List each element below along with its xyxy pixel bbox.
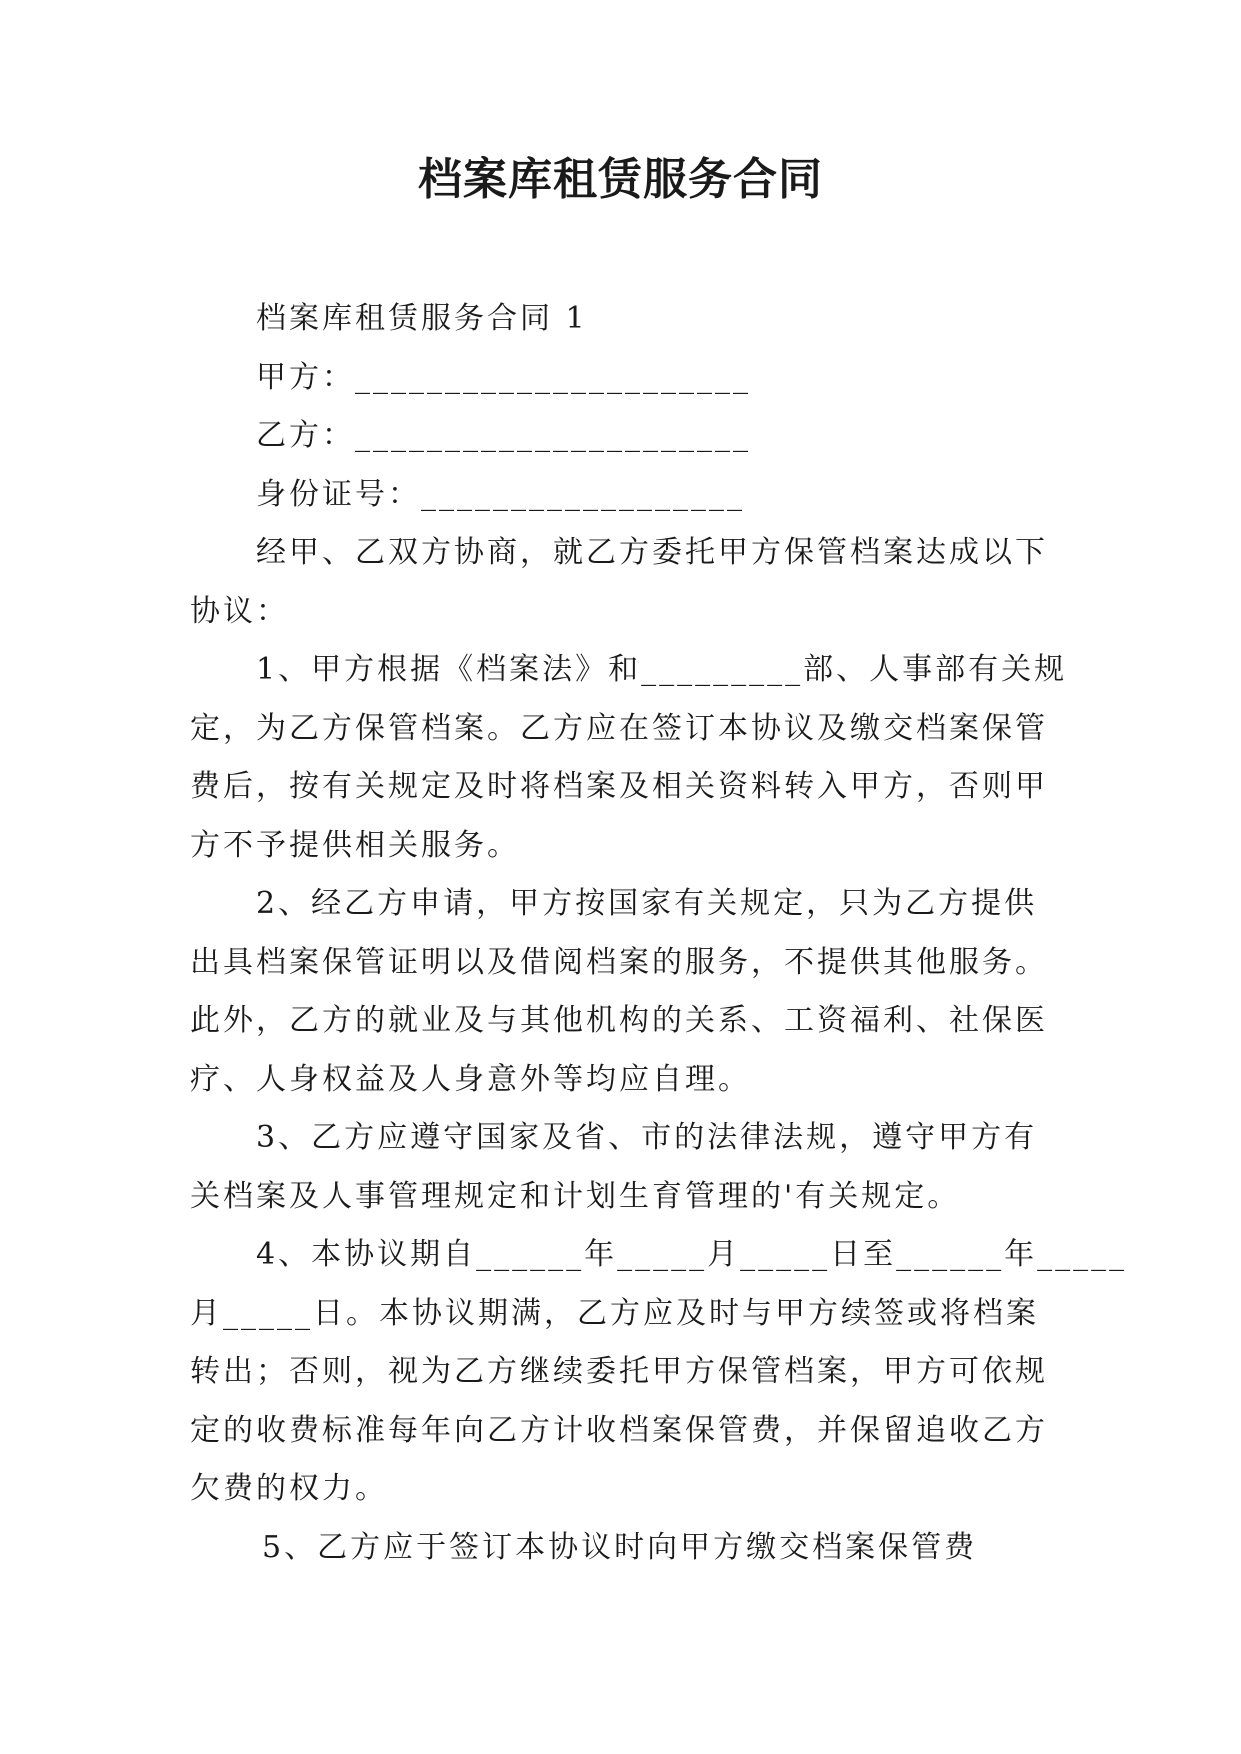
paragraph-line: 1、甲方根据《档案法》和_________部、人事部有关规 bbox=[256, 652, 1068, 687]
paragraph-line: 4、本协议期自______年_____月_____日至______年_____ bbox=[256, 1237, 1128, 1272]
subtitle: 档案库租赁服务合同 1 bbox=[256, 301, 588, 336]
paragraph-line: 5、乙方应于签订本协议时向甲方缴交档案保管费 bbox=[262, 1529, 978, 1565]
paragraph-line: 定，为乙方保管档案。乙方应在签订本协议及缴交档案保管 bbox=[190, 710, 1048, 746]
paragraph-line: 欠费的权力。 bbox=[190, 1471, 388, 1506]
paragraph-line: 定的收费标准每年向乙方计收档案保管费，并保留追收乙方 bbox=[190, 1412, 1048, 1448]
paragraph-line: 协议： bbox=[190, 593, 289, 629]
paragraph-line: 3、乙方应遵守国家及省、市的法律法规，遵守甲方有 bbox=[256, 1120, 1038, 1155]
paragraph-line: 月_____日。本协议期满，乙方应及时与甲方续签或将档案 bbox=[190, 1295, 1039, 1331]
party-a-field: 甲方：______________________ bbox=[256, 359, 751, 395]
paragraph-line: 出具档案保管证明以及借阅档案的服务，不提供其他服务。 bbox=[190, 944, 1048, 980]
paragraph-line: 费后，按有关规定及时将档案及相关资料转入甲方，否则甲 bbox=[190, 769, 1048, 804]
document-body bbox=[190, 290, 1128, 1577]
paragraph-line: 2、经乙方申请，甲方按国家有关规定，只为乙方提供 bbox=[256, 886, 1038, 921]
paragraph-line: 关档案及人事管理规定和计划生育管理的'有关规定。 bbox=[190, 1178, 961, 1214]
clause-5 bbox=[190, 1519, 1060, 1578]
clause-4 bbox=[190, 1226, 1128, 1519]
paragraph-line: 转出；否则，视为乙方继续委托甲方保管档案，甲方可依规 bbox=[190, 1354, 1048, 1389]
paragraph-line: 方不予提供相关服务。 bbox=[190, 827, 520, 863]
intro-paragraph bbox=[190, 524, 1060, 641]
clause-2 bbox=[190, 875, 1060, 1109]
clause-3 bbox=[190, 1109, 1060, 1226]
party-b-field: 乙方：______________________ bbox=[256, 418, 751, 453]
paragraph-line: 经甲、乙双方协商，就乙方委托甲方保管档案达成以下 bbox=[256, 535, 1048, 570]
id-number-field: 身份证号：__________________ bbox=[256, 476, 745, 512]
document-title: 档案库租赁服务合同 bbox=[418, 154, 823, 205]
paragraph-line: 疗、人身权益及人身意外等均应自理。 bbox=[190, 1061, 751, 1097]
clause-1 bbox=[190, 641, 1068, 875]
paragraph-line: 此外，乙方的就业及与其他机构的关系、工资福利、社保医 bbox=[190, 1003, 1048, 1038]
